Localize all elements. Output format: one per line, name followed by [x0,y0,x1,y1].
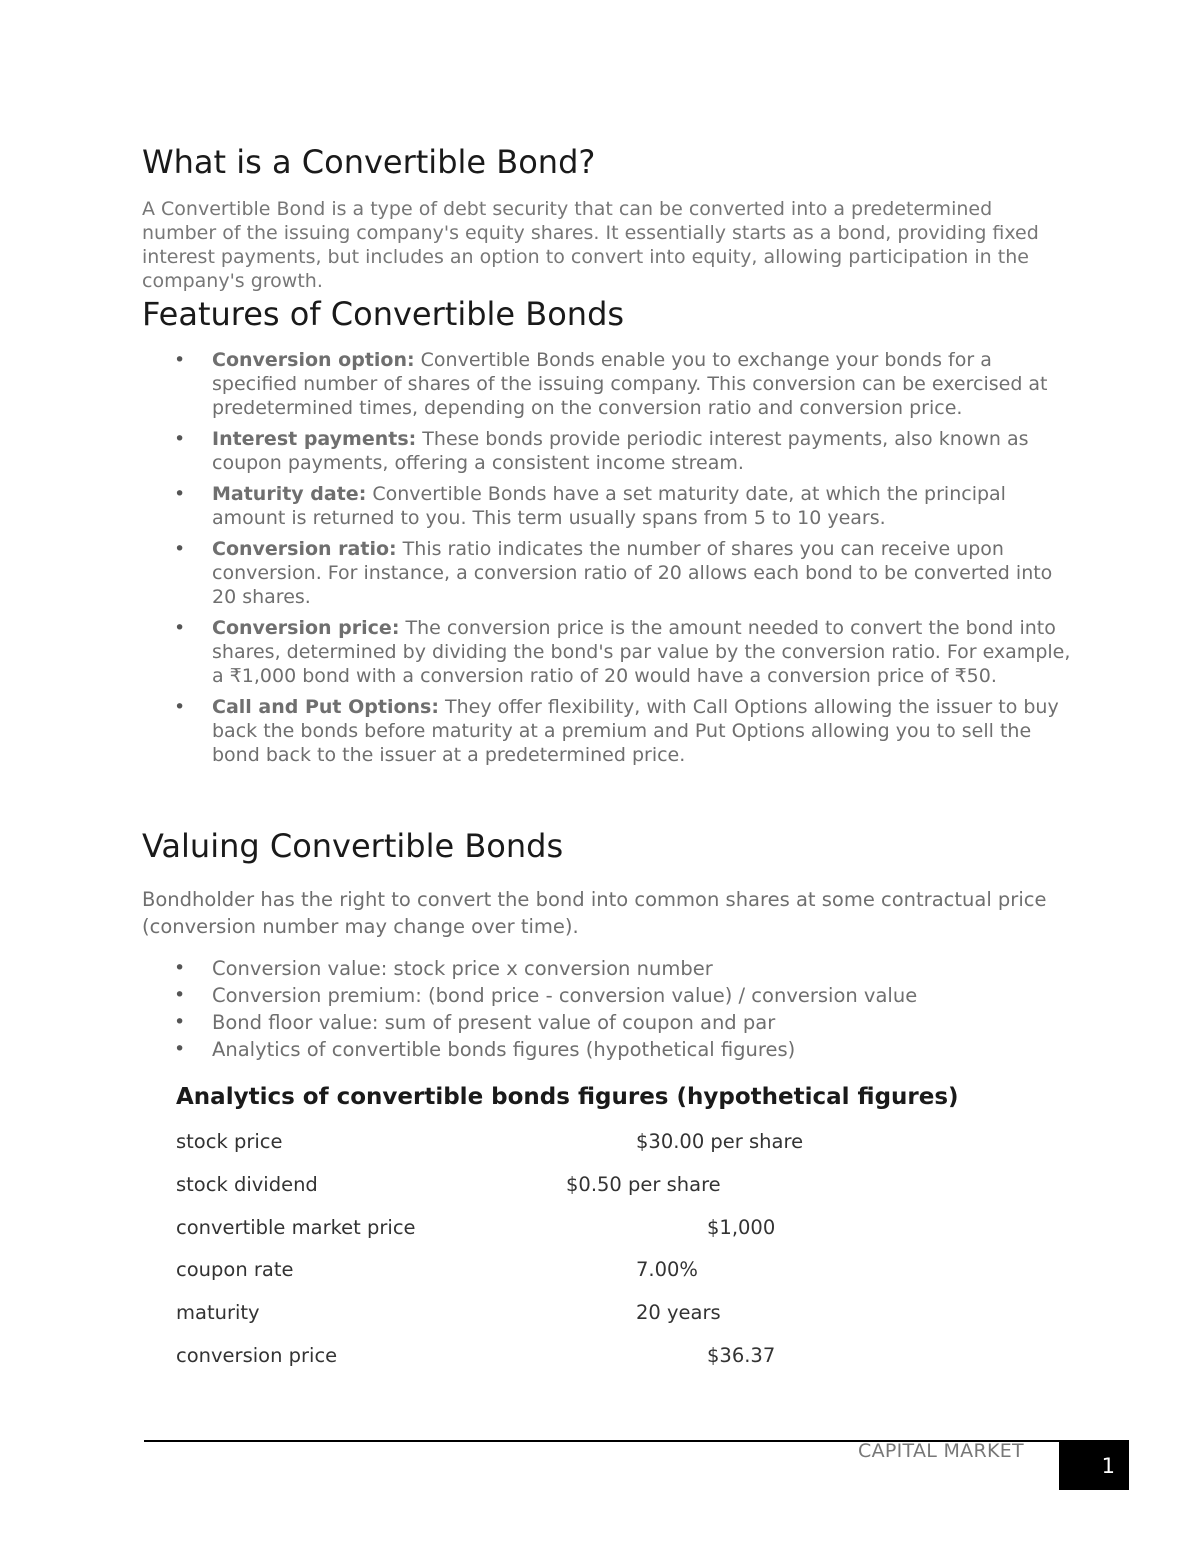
feature-term: Conversion price: [212,617,400,639]
row-label-maturity: maturity [176,1301,260,1324]
feature-text: Convertible Bonds enable you to exchange your bonds for a specified number of shares of the issuing company. This conversion can be exercised at predetermined times, depending on the conversion ratio and conversion price. [212,349,1048,419]
row-value-maturity: 20 years [636,1301,721,1324]
footer-label: CAPITAL MARKET [858,1440,1024,1462]
feature-text: These bonds provide periodic interest payments, also known as coupon payments, offering a consistent income stream. [212,428,1029,474]
valuing-heading: Valuing Convertible Bonds [142,827,564,865]
row-value-stock-price: $30.00 per share [636,1130,804,1153]
feature-term: Maturity date: [212,483,367,505]
row-value-convertible-market-price: $1,000 [707,1216,776,1239]
row-value-conversion-price: $36.37 [707,1344,776,1367]
analytics-heading: Analytics of convertible bonds figures (hypothetical figures) [176,1084,959,1110]
row-label-convertible-market-price: convertible market price [176,1216,416,1239]
feature-text: This ratio indicates the number of shares you can receive upon conversion. For instance, a conversion ratio of 20 allows each bond to be converted into 20 shares. [212,538,1053,608]
valuing-bullet: • Bond floor value: sum of present value of coupon and par [142,1009,1072,1036]
valuing-bullet: • Conversion value: stock price x conversion number [142,955,1072,982]
feature-term: Conversion option: [212,349,415,371]
row-label-conversion-price: conversion price [176,1344,338,1367]
row-label-coupon-rate: coupon rate [176,1258,294,1281]
row-label-stock-price: stock price [176,1130,283,1153]
features-list [142,348,1072,774]
row-label-stock-dividend: stock dividend [176,1173,318,1196]
page-number: 1 [1059,1442,1129,1490]
feature-term: Call and Put Options: [212,696,439,718]
valuing-bullet: • Conversion premium: (bond price - conversion value) / conversion value [142,982,1072,1009]
feature-term: Conversion ratio: [212,538,397,560]
intro-paragraph: A Convertible Bond is a type of debt security that can be converted into a predetermined number of the issuing company's equity shares. It essentially starts as a bond, providing fixed interest payments, but includes an option to convert into equity, allowing participation in the company's growth. [142,198,1039,292]
feature-text: The conversion price is the amount needed to convert the bond into shares, determined by dividing the bond's par value by the conversion ratio. For example, a ₹1,000 bond with a conversion ratio of 20 would have a conversion price of ₹50. [212,617,1071,687]
valuing-bullet: • Analytics of convertible bonds figures (hypothetical figures) [142,1036,1072,1063]
feature-item [142,537,1072,609]
valuing-paragraph: Bondholder has the right to convert the bond into common shares at some contractual price (conversion number may change over time). [142,888,1047,938]
features-heading: Features of Convertible Bonds [142,295,625,333]
feature-term: Interest payments: [212,428,417,450]
feature-item [142,695,1072,767]
page-title: What is a Convertible Bond? [142,143,596,181]
row-value-coupon-rate: 7.00% [636,1258,698,1281]
feature-item [142,427,1072,475]
valuing-list [142,955,1072,1063]
row-value-stock-dividend: $0.50 per share [566,1173,721,1196]
feature-text: They offer flexibility, with Call Options allowing the issuer to buy back the bonds before maturity at a premium and Put Options allowing you to sell the bond back to the issuer at a predetermined price. [212,696,1059,766]
feature-item [142,616,1072,688]
feature-text: Convertible Bonds have a set maturity date, at which the principal amount is returned to you. This term usually spans from 5 to 10 years. [212,483,1006,529]
feature-item [142,348,1072,420]
feature-item [142,482,1072,530]
